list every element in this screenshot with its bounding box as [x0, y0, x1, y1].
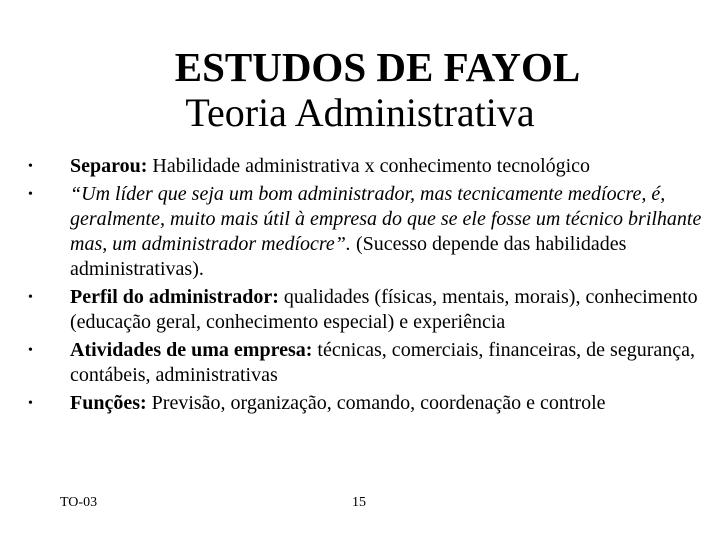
bullet-text: técnicas, comerciais, financeiras, de segurança, contábeis, administrativas	[70, 339, 695, 386]
bullet-text: Habilidade administrativa x conhecimento tecnológico	[147, 155, 591, 177]
bullet-marker-icon: •	[28, 290, 33, 305]
bullet-text: qualidades (físicas, mentais, morais), conhecimento (educação geral, conhecimento especial) e experiência	[70, 286, 698, 333]
title-main: ESTUDOS DE FAYOL	[174, 44, 581, 90]
bullet-text: (Sucesso depende das habilidades administrativas).	[70, 233, 627, 280]
bullet-lead: Funções:	[70, 392, 147, 414]
bullet-lead: Perfil do administrador:	[70, 286, 279, 308]
bullet-item	[28, 338, 708, 388]
bullet-item	[28, 391, 708, 416]
slide-title	[0, 44, 720, 136]
title-subtitle: Teoria Administrativa	[185, 90, 535, 135]
bullet-text: Previsão, organização, comando, coordenação e controle	[146, 392, 606, 414]
bullet-lead: Atividades de uma empresa:	[70, 339, 313, 361]
footer-code: TO-03	[60, 495, 98, 510]
bullet-item	[28, 285, 708, 335]
bullet-quote: “Um líder que seja um bom administrador, mas tecnicamente medíocre, é, geralmente, muito mais útil à empresa do que se ele fosse um técnico brilhante mas, um administrador medíocre”.	[70, 183, 702, 255]
bullet-item	[28, 154, 708, 179]
bullet-lead: Separou:	[70, 155, 148, 177]
page-number: 15	[352, 495, 366, 510]
bullet-list	[28, 154, 708, 419]
bullet-marker-icon: •	[28, 187, 33, 202]
bullet-marker-icon: •	[28, 396, 33, 411]
bullet-marker-icon: •	[28, 159, 33, 174]
bullet-marker-icon: •	[28, 343, 33, 358]
bullet-item	[28, 182, 708, 282]
